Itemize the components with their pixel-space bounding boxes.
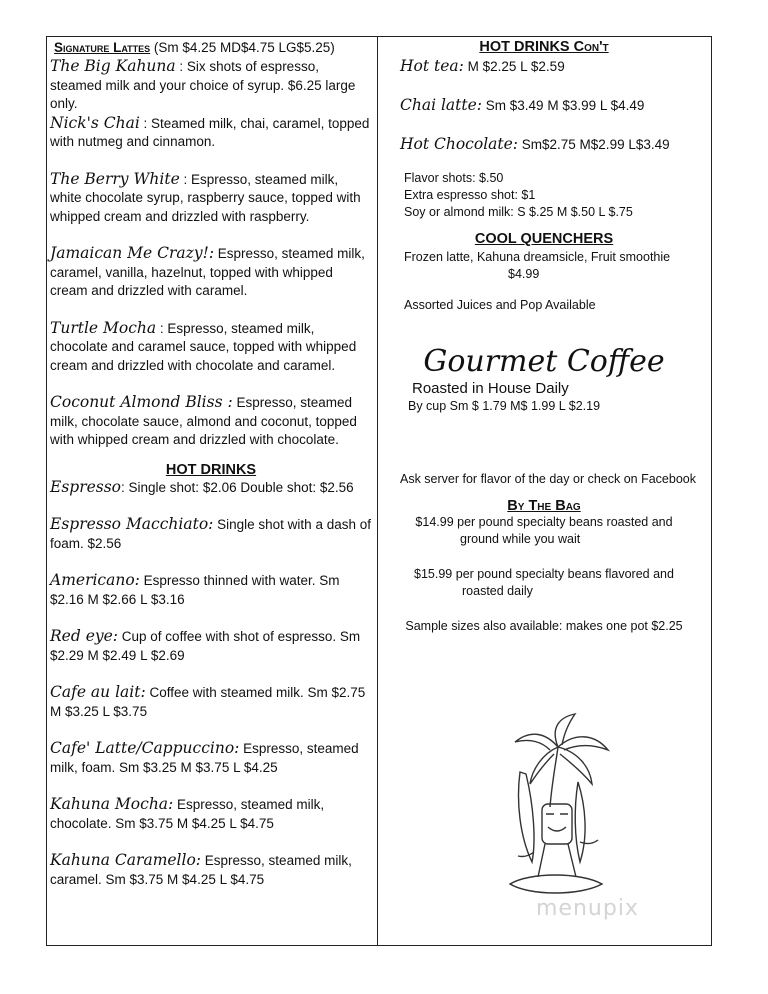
item-name: Jamaican Me Crazy!: — [50, 244, 215, 262]
flavor-of-the-day-note: Ask server for flavor of the day or check on Facebook — [400, 472, 696, 486]
menu-item — [50, 795, 372, 833]
tiki-palm-illustration — [490, 712, 620, 902]
item-desc: Espresso, steamed milk, chocolate. Sm $3.75 M $4.25 L $4.75 — [50, 797, 325, 831]
item-name: Espresso Macchiato: — [50, 515, 214, 533]
item-name: Kahuna Mocha: — [50, 795, 174, 813]
item-name: Americano: — [50, 571, 140, 589]
item-name: Turtle Mocha — [50, 318, 157, 337]
item-desc: Espresso, steamed milk, caramel. Sm $3.75 M $4.25 L $4.75 — [50, 853, 352, 887]
item-name: Kahuna Caramello: — [50, 851, 202, 869]
item-name: Coconut Almond Bliss : — [50, 393, 233, 411]
menu-item — [50, 57, 372, 114]
menu-item — [400, 135, 708, 154]
menu-item — [50, 114, 372, 152]
bag-line-1: $14.99 per pound specialty beans roasted and — [415, 515, 673, 529]
bag-line-2b: roasted daily — [462, 584, 533, 598]
cool-quenchers-title: COOL QUENCHERS — [474, 231, 614, 247]
menu-item — [400, 57, 708, 76]
item-desc: Sm $3.49 M $3.99 L $4.49 — [482, 98, 645, 113]
right-column — [380, 39, 708, 635]
hot-drinks-cont-title: HOT DRINKS Con't — [479, 39, 609, 55]
item-name: Red eye: — [50, 627, 119, 645]
item-name: The Berry White — [50, 169, 180, 188]
bag-line-1b: ground while you wait — [460, 532, 581, 546]
menu-item — [50, 739, 372, 777]
sample-sizes-note: Sample sizes also available: makes one pot $2.25 — [405, 619, 683, 633]
item-desc: Cup of coffee with shot of espresso. Sm $2.29 M $2.49 L $2.69 — [50, 629, 361, 663]
item-name: Espresso — [50, 477, 122, 496]
item-name: Chai latte: — [400, 96, 483, 114]
menu-item — [50, 515, 372, 553]
item-desc: : Steamed milk, chai, caramel, topped with nutmeg and cinnamon. — [50, 115, 370, 149]
item-desc: M $2.25 L $2.59 — [463, 59, 565, 74]
item-desc: Sm$2.75 M$2.99 L$3.49 — [518, 137, 670, 152]
item-name: Nick's Chai — [50, 113, 140, 132]
gourmet-prices: By cup Sm $ 1.79 M$ 1.99 L $2.19 — [408, 399, 601, 413]
menu-item — [50, 571, 372, 609]
left-column — [50, 39, 372, 889]
signature-lattes-prices: (Sm $4.25 MD$4.75 LG$5.25) — [150, 40, 335, 55]
menu-item — [50, 170, 372, 227]
menu-item — [50, 393, 372, 450]
item-desc: : Espresso, steamed milk, white chocolate syrup, raspberry sauce, topped with whipped cream and drizzled with raspberry. — [50, 171, 361, 224]
gourmet-coffee-title: Gourmet Coffee — [423, 344, 665, 379]
item-name: Cafe' Latte/Cappuccino: — [50, 739, 240, 757]
gourmet-subtitle: Roasted in House Daily — [412, 380, 569, 397]
column-divider — [377, 36, 378, 946]
item-desc: : Espresso, steamed milk, chocolate and caramel sauce, topped with whipped cream and drizzled with chocolate and caramel. — [50, 320, 357, 373]
extra-espresso-shot: Extra espresso shot: $1 — [404, 188, 536, 202]
item-desc: Espresso, steamed milk, caramel, vanilla, hazelnut, topped with whipped cream and drizzled with caramel. — [50, 246, 365, 298]
extras-list — [404, 170, 708, 221]
menu-item — [50, 244, 372, 301]
item-name: The Big Kahuna — [50, 57, 176, 75]
menu-item — [50, 851, 372, 889]
menu-item — [50, 627, 372, 665]
menupix-watermark: menupix — [536, 896, 639, 921]
item-desc: Espresso, steamed milk, chocolate sauce, almond and coconut, topped with whipped cream and drizzled with chocolate. — [50, 395, 357, 447]
item-name: Cafe au lait: — [50, 683, 146, 701]
menu-item — [50, 683, 372, 721]
bag-line-2: $15.99 per pound specialty beans flavored and — [414, 567, 674, 581]
item-desc: Single shot with a dash of foam. $2.56 — [50, 517, 371, 551]
item-desc: Espresso, steamed milk, foam. Sm $3.25 M $3.75 L $4.25 — [50, 741, 359, 775]
cool-quenchers-items: Frozen latte, Kahuna dreamsicle, Fruit smoothie — [404, 250, 671, 264]
extra-milk: Soy or almond milk: S $.25 M $.50 L $.75 — [404, 205, 633, 219]
item-desc: : Single shot: $2.06 Double shot: $2.56 — [121, 479, 354, 495]
item-desc: : Six shots of espresso, steamed milk and your choice of syrup. $6.25 large only. — [50, 59, 356, 111]
signature-lattes-header — [54, 39, 372, 57]
item-name: Hot tea: — [400, 57, 464, 75]
item-name: Hot Chocolate: — [400, 135, 519, 153]
by-the-bag-title: By The Bag — [507, 498, 581, 514]
extra-flavor-shots: Flavor shots: $.50 — [404, 171, 504, 185]
juices-note: Assorted Juices and Pop Available — [404, 298, 596, 312]
cool-quenchers-price: $4.99 — [508, 267, 540, 281]
menu-item — [400, 96, 708, 115]
menu-item — [50, 319, 372, 376]
menu-item — [50, 478, 372, 498]
hot-drinks-title: HOT DRINKS — [165, 461, 257, 478]
item-desc: Coffee with steamed milk. Sm $2.75 M $3.25 L $3.75 — [50, 685, 366, 719]
signature-lattes-title: Signature Lattes — [54, 40, 151, 55]
item-desc: Espresso thinned with water. Sm $2.16 M $2.66 L $3.16 — [50, 573, 340, 607]
